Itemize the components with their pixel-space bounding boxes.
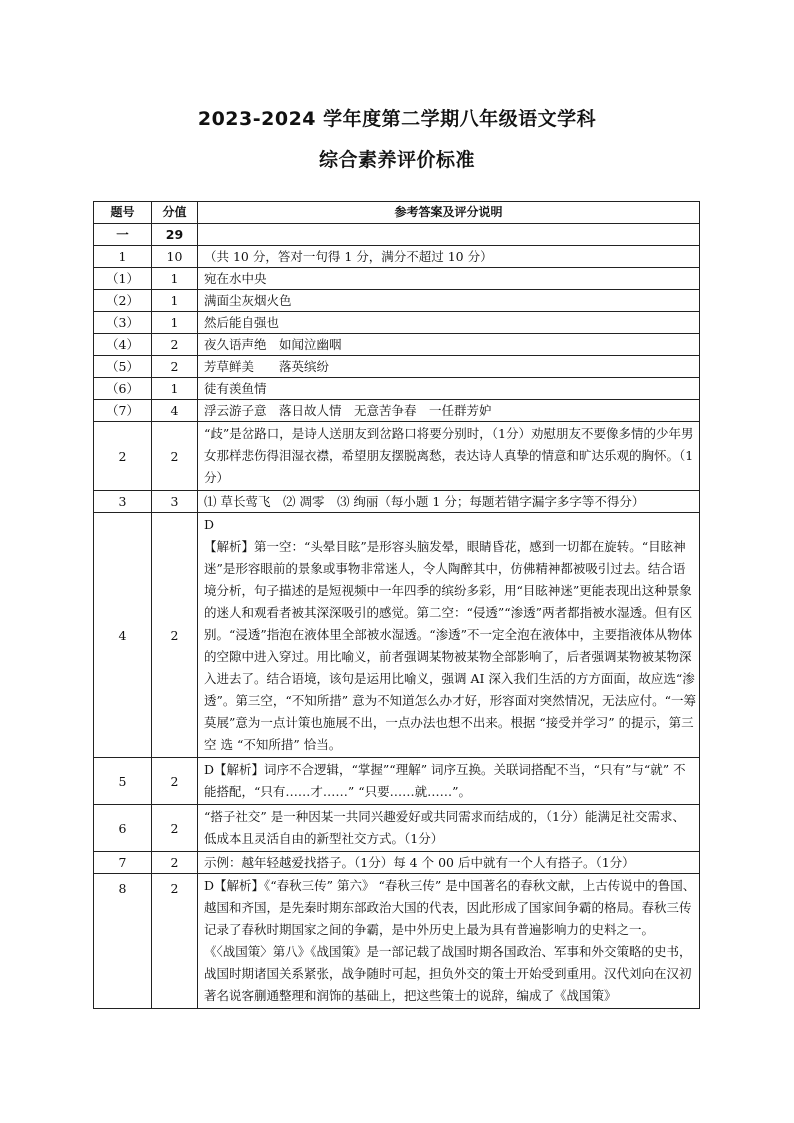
cell-num: 8 (94, 874, 152, 1009)
cell-answer: “歧”是岔路口，是诗人送朋友到岔路口将要分别时，（1分）劝慰朋友不要像多情的少年男女那样悲伤得泪湿衣襟，希望朋友摆脱离愁，表达诗人真挚的情意和旷达乐观的胸怀。（1分） (198, 422, 700, 491)
header-score: 分值 (152, 202, 198, 224)
table-header-row (94, 202, 700, 224)
cell-num: 2 (94, 422, 152, 491)
header-num: 题号 (94, 202, 152, 224)
cell-answer: D 【解析】第一空：“头晕目眩”是形容头脑发晕，眼睛昏花，感到一切都在旋转。“目眩神迷”是形容眼前的景象或事物非常迷人，令人陶醉其中，仿佛精神都被吸引过去。结合语境分析，句子描述的是短视频中一年四季的缤纷多彩，用“目眩神迷”更能表现出这种景象的迷人和观看者被其深深吸引的感觉。第二空：“侵透”“渗透”两者都指被水湿透。但有区别。“浸透”指泡在液体里全部被水湿透。“渗透”不一定全泡在液体中，主要指液体从物体的空隙中进入穿过。用比喻义，前者强调某物被某物全部影响了，后者强调某物被某物深入进去了。结合语境，该句是运用比喻义，强调 AI 深入我们生活的方方面面，故应选“渗透”。第三空，“不知所措” 意为不知道怎么办才好，形容面对突然情况，无法应付。“一筹莫展”意为一点计策也施展不出，一点办法也想不出来。根据 “接受并学习” 的提示，第三空 选 “不知所措” 恰当。 (198, 513, 700, 758)
cell-score: 1 (152, 378, 198, 400)
cell-num: 6 (94, 805, 152, 852)
cell-answer: D【解析】《“春秋三传” 第六》 “春秋三传” 是中国著名的春秋文献，上古传说中的鲁国、越国和齐国，是先秦时期东部政治大国的代表，因此形成了国家间争霸的格局。春秋三传记录了春秋时期国家之间的争霸，是中外历史上最为具有普遍影响力的史料之一。 《〈战国策〉第八》《战国策》是一部记载了战国时期各国政治、军事和外交策略的史书，战国时期诸国关系紧张，战争随时可起，担负外交的策士开始受到重用。汉代刘向在汉初著名说客蒯通整理和润饰的基础上，把这些策士的说辞，编成了《战国策》 (198, 874, 700, 1009)
table-row (94, 312, 700, 334)
cell-answer: 浮云游子意 落日故人情 无意苦争春 一任群芳妒 (198, 400, 700, 422)
section-row (94, 224, 700, 246)
cell-answer: 夜久语声绝 如闻泣幽咽 (198, 334, 700, 356)
cell-score: 2 (152, 874, 198, 1009)
cell-num: （4） (94, 334, 152, 356)
cell-answer: 满面尘灰烟火色 (198, 290, 700, 312)
cell-score: 2 (152, 356, 198, 378)
cell-num: 4 (94, 513, 152, 758)
cell-num: 7 (94, 852, 152, 874)
cell-num: 一 (94, 224, 152, 246)
cell-score: 1 (152, 268, 198, 290)
table-row (94, 290, 700, 312)
cell-answer: 然后能自强也 (198, 312, 700, 334)
cell-score: 1 (152, 290, 198, 312)
cell-num: 5 (94, 758, 152, 805)
cell-score: 3 (152, 491, 198, 513)
cell-score: 2 (152, 334, 198, 356)
cell-answer: （共 10 分，答对一句得 1 分，满分不超过 10 分） (198, 246, 700, 268)
table-row (94, 378, 700, 400)
table-row (94, 491, 700, 513)
header-answer: 参考答案及评分说明 (198, 202, 700, 224)
cell-num: 3 (94, 491, 152, 513)
cell-num: 1 (94, 246, 152, 268)
cell-score: 2 (152, 758, 198, 805)
cell-answer: 宛在水中央 (198, 268, 700, 290)
cell-score: 10 (152, 246, 198, 268)
table-row (94, 400, 700, 422)
table-row (94, 805, 700, 852)
cell-num: （3） (94, 312, 152, 334)
cell-num: （7） (94, 400, 152, 422)
cell-score: 1 (152, 312, 198, 334)
table-row (94, 874, 700, 1009)
table-row (94, 422, 700, 491)
page-subtitle: 综合素养评价标准 (318, 149, 475, 171)
table-row (94, 356, 700, 378)
answer-table (93, 201, 700, 1009)
cell-score: 2 (152, 513, 198, 758)
table-row (94, 246, 700, 268)
cell-answer: 示例：越年轻越爱找搭子。（1分）每 4 个 00 后中就有一个人有搭子。（1分） (198, 852, 700, 874)
cell-answer (198, 224, 700, 246)
cell-score: 4 (152, 400, 198, 422)
table-row (94, 268, 700, 290)
cell-answer: ⑴ 草长莺飞 ⑵ 凋零 ⑶ 绚丽（每小题 1 分；每题若错字漏字多字等不得分） (198, 491, 700, 513)
table-row (94, 852, 700, 874)
table-row (94, 334, 700, 356)
cell-score: 2 (152, 852, 198, 874)
cell-num: （2） (94, 290, 152, 312)
cell-answer: 徒有羡鱼情 (198, 378, 700, 400)
cell-num: （5） (94, 356, 152, 378)
cell-score: 2 (152, 805, 198, 852)
cell-answer: “搭子社交” 是一种因某一共同兴趣爱好或共同需求而结成的，（1分）能满足社交需求、低成本且灵活自由的新型社交方式。（1分） (198, 805, 700, 852)
page-title: 2023-2024 学年度第二学期八年级语文学科 (197, 108, 597, 130)
table-row (94, 513, 700, 758)
cell-num: （6） (94, 378, 152, 400)
cell-answer: D【解析】词序不合逻辑，“掌握”“理解” 词序互换。关联词搭配不当，“只有”与“就” 不能搭配，“只有……才……” “只要……就……”。 (198, 758, 700, 805)
cell-score: 2 (152, 422, 198, 491)
table-row (94, 758, 700, 805)
cell-answer: 芳草鲜美 落英缤纷 (198, 356, 700, 378)
cell-score: 29 (152, 224, 198, 246)
cell-num: （1） (94, 268, 152, 290)
